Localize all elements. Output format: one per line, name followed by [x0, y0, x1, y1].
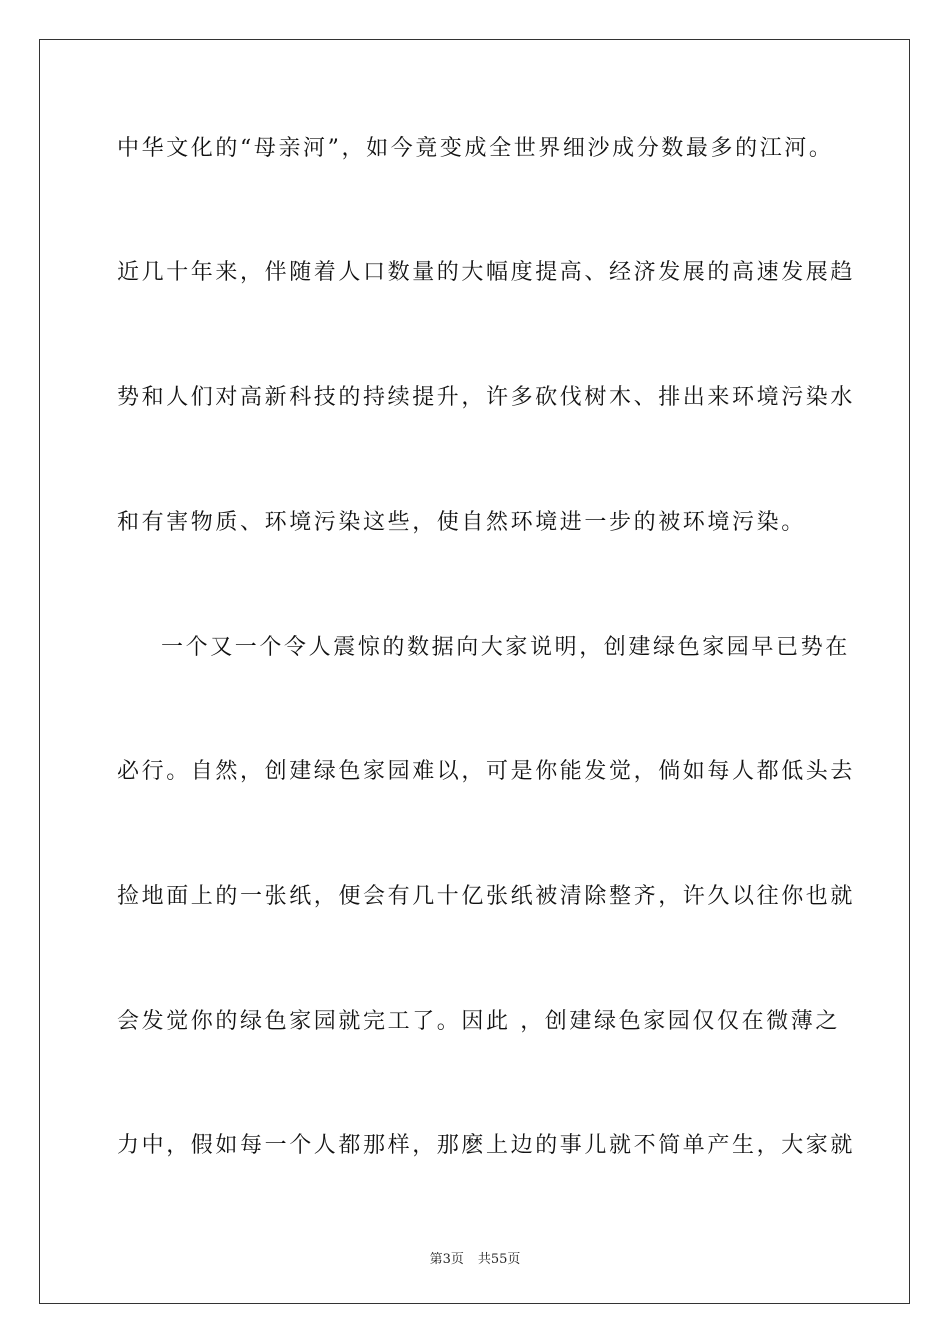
text-line: 势和人们对高新科技的持续提升，许多砍伐树木、排出来环境污染水 [117, 385, 856, 410]
text-line: 会发觉你的绿色家园就完工了。因此 ，创建绿色家园仅仅在微薄之 [117, 1009, 840, 1034]
text-line: 近几十年来，伴随着人口数量的大幅度提高、经济发展的高速发展趋 [117, 260, 856, 285]
page-border [39, 39, 910, 1304]
text-line: 必行。自然，创建绿色家园难以，可是你能发觉，倘如每人都低头去 [117, 759, 856, 784]
page-footer [0, 1248, 950, 1267]
text-line: 和有害物质、环境污染这些，使自然环境进一步的被环境污染。 [117, 510, 806, 535]
text-line: 中华文化的“母亲河”，如今竟变成全世界细沙成分数最多的江河。 [117, 136, 834, 161]
text-line: 力中，假如每一个人都那样，那麽上边的事儿就不简单产生，大家就 [117, 1133, 856, 1158]
text-line: 捡地面上的一张纸，便会有几十亿张纸被清除整齐，许久以往你也就 [117, 884, 856, 909]
page-total: 共55页 [477, 1252, 521, 1267]
text-line: 一个又一个令人震惊的数据向大家说明，创建绿色家园早已势在 [161, 635, 850, 660]
page-number: 第3页 [429, 1252, 464, 1267]
